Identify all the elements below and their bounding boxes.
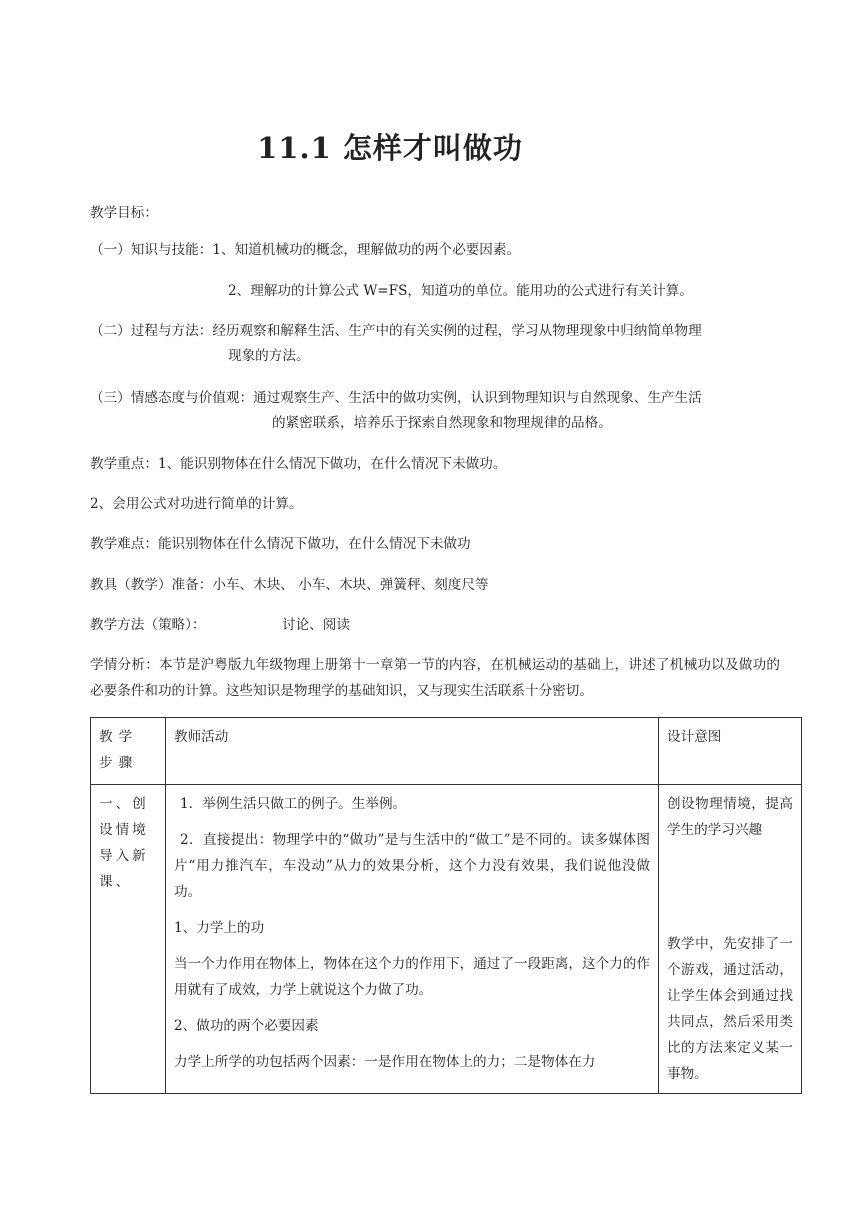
- teacher-line: 2．直接提出：物理学中的“做功”是与生活中的“做工”是不同的。读多媒体图片“用力推汽车，车没动”从力的效果分析，这个力没有效果，我们说他没做功。: [174, 832, 650, 900]
- intent-cell: [659, 785, 802, 1094]
- intent-text-2: 教学中，先安排了一个游戏，通过活动，让学生体会到通过找共同点，然后采用类比的方法来定义某一事物。: [667, 936, 793, 1082]
- page-title: 11.1 怎样才叫做功: [257, 131, 523, 165]
- intent-text-1: 创设物理情境，提高学生的学习兴趣: [667, 796, 793, 838]
- header-cell: [91, 718, 166, 785]
- objective-knowledge-2: 2、理解功的计算公式 W=FS，知道功的单位。能用功的公式进行有关计算。: [228, 283, 693, 299]
- method-value: 讨论、阅读: [282, 617, 350, 633]
- step-cell: [91, 785, 166, 1094]
- table-row: [91, 785, 802, 1094]
- teacher-line: 1．举例生活只做工的例子。生举例。: [180, 796, 407, 812]
- teacher-cell: [166, 785, 659, 1094]
- key-points-1: 教学重点：1、能识别物体在什么情况下做功，在什么情况下未做功。: [90, 456, 507, 472]
- method-label: 教学方法（策略）：: [90, 617, 206, 633]
- teacher-line: 1、力学上的功: [174, 920, 265, 936]
- objective-process-2: 现象的方法。: [228, 348, 310, 364]
- objective-knowledge-1: （一）知识与技能：1、知道机械功的概念，理解做功的两个必要因素。: [90, 242, 521, 258]
- teacher-line: 力学上所学的功包括两个因素：一是作用在物体上的力；二是物体在力: [174, 1054, 596, 1070]
- objective-emotion-1: （三）情感态度与价值观：通过观察生产、生活中的做功实例，认识到物理知识与自然现象、生产生活: [90, 390, 702, 406]
- objectives-heading: 教学目标：: [90, 205, 158, 221]
- header-step: 教学步骤: [99, 729, 139, 771]
- key-points-2: 2、会用公式对功进行简单的计算。: [90, 496, 303, 512]
- objective-process-1: （二）过程与方法：经历观察和解释生活、生产中的有关实例的过程，学习从物理现象中归纳简单物理: [90, 323, 702, 339]
- step-text: 一、创设情境 导入新课、: [99, 796, 149, 890]
- header-intent: 设计意图: [667, 729, 722, 745]
- teacher-line: 当一个力作用在物体上，物体在这个力的作用下，通过了一段距离，这个力的作用就有了成效，力学上就说这个力做了功。: [174, 956, 650, 998]
- header-teacher: 教师活动: [174, 729, 229, 745]
- difficulty: 教学难点：能识别物体在什么情况下做功，在什么情况下未做功: [90, 536, 471, 552]
- table-header-row: [91, 718, 802, 785]
- analysis: 学情分析：本节是沪粤版九年级物理上册第十一章第一节的内容，在机械运动的基础上，讲述了机械功以及做功的必要条件和功的计算。这些知识是物理学的基础知识，又与现实生活联系十分密切。: [90, 657, 780, 699]
- objective-emotion-2: 的紧密联系，培养乐于探索自然现象和物理规律的品格。: [272, 415, 612, 431]
- lesson-plan-table: [90, 717, 802, 1094]
- tools: 教具（教学）准备：小车、木块、 小车、木块、弹簧秤、刻度尺等: [90, 577, 489, 593]
- teacher-line: 2、做功的两个必要因素: [174, 1018, 319, 1034]
- header-cell: [659, 718, 802, 785]
- header-cell: [166, 718, 659, 785]
